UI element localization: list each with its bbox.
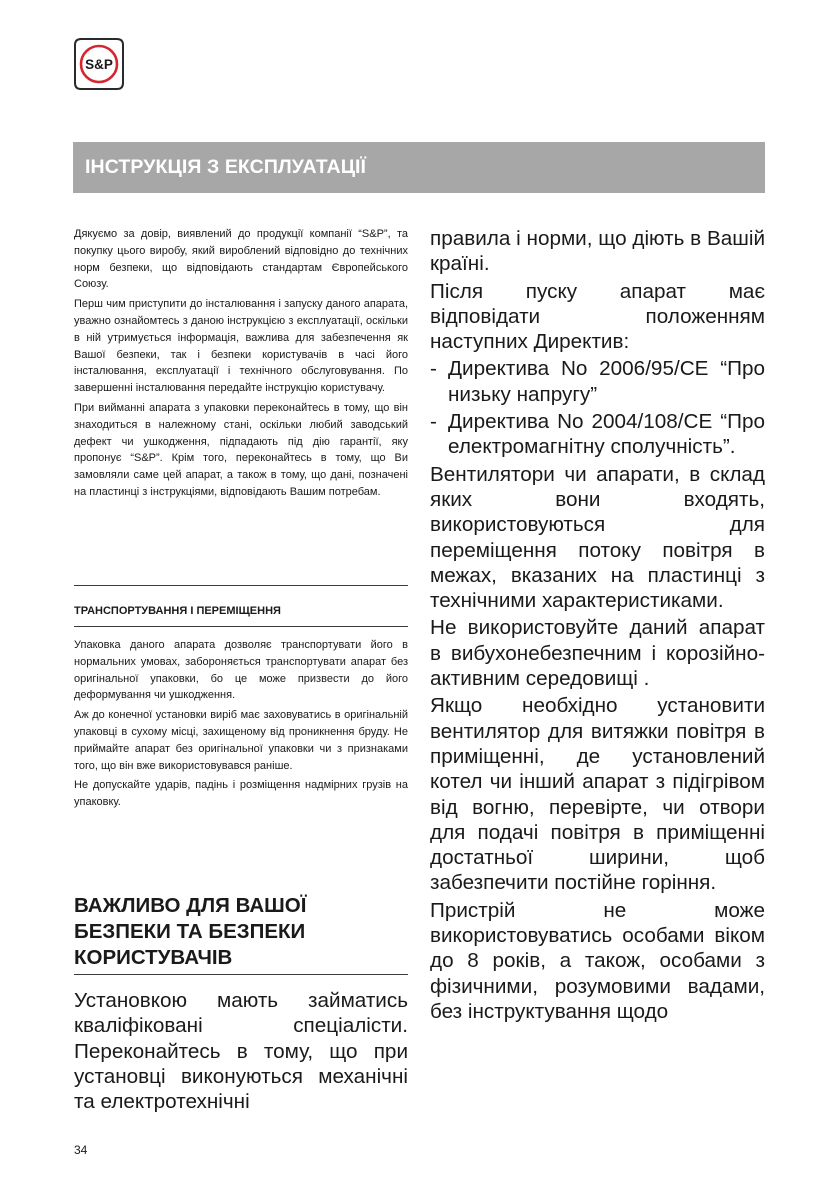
safety-heading (74, 893, 408, 971)
intro-paragraph-1: Дякуємо за довір, виявлений до продукції компанії “S&P”, та покупку цього виробу, який вироблений відповідно до технічних норм безпеки, що відповідають стандартам Європейського Союзу. (74, 228, 408, 291)
safety-heading-line: КОРИСТУВАЧІВ (74, 946, 233, 969)
intro-paragraph-2: Перш чим приступити до інсталювання і запуску даного апарата, уважно ознайомтесь з даною інструкцією з експлуатації, оскільки в ній утримується інформація, важлива для забезпечення як Вашої безпеки, так і безпеки користувачів в часі його інсталювання, експлуатації і технічного обслуговування. По завершенні інсталювання передайте інструкцію користувачу. (74, 298, 408, 395)
page-number: 34 (74, 1143, 88, 1157)
intro-section (74, 226, 408, 504)
list-item: - Директива No 2004/108/CE “Про електромагнітну сполучність”. (430, 410, 765, 459)
safety-left-text (74, 988, 408, 1116)
directive-item: Директива No 2006/95/CE “Про низьку напругу” (448, 357, 765, 406)
list-item: - Директива No 2006/95/CE “Про низьку напругу” (430, 357, 765, 406)
directives-intro: Після пуску апарат має відповідати положенням наступних Директив: (430, 279, 765, 354)
page-title-banner (73, 142, 765, 193)
intro-paragraph-3: При вийманні апарата з упаковки переконайтесь в тому, що він знаходиться в належному стані, оскільки любий заводський дефект чи ушкодження, підпадають під дію гарантії, яку пропонує “S&P”. Крім того, переконайтесь в тому, що Ви замовляли саме цей апарат, а також в тому, що дані, позначені на пластинці з інструкціями, відповідають Вашим потребам. (74, 401, 408, 498)
sp-logo (74, 38, 124, 90)
exhaust-warning: Якщо необхідно установити вентилятор для витяжки повітря в приміщенні, де установлений котел чи інший апарат з підігрівом від вогню, перевірте, чи отвори для подачі повітря в приміщенні достатньої ширини, щоб забезпечити постійне горіння. (430, 694, 765, 895)
environment-warning: Не використовуйте даний апарат в вибухонебезпечним і корозійно- активним середовищі . (430, 616, 765, 691)
transport-paragraph-2: Аж до конечної установки виріб має заховуватись в оригінальній упаковці в сухому місці, захищеному від проникнення бруду. Не приймайте апарат без оригінальної упаковки чи з признаками того, що він вже використовувався раніше. (74, 709, 408, 772)
safety-heading-line: БЕЗПЕКИ ТА БЕЗПЕКИ (74, 920, 306, 943)
rules-paragraph: правила і норми, що діють в Вашій країні. (430, 227, 765, 276)
usage-paragraph: Вентилятори чи апарати, в склад яких вони входять, використовуються для переміщення потоку повітря в межах, вказаних на пластинці з технічними характеристиками. (430, 462, 765, 613)
transport-heading: ТРАНСПОРТУВАННЯ І ПЕРЕМІЩЕННЯ (74, 605, 281, 617)
safety-heading-line: ВАЖЛИВО ДЛЯ ВАШОЇ (74, 894, 307, 917)
transport-section (74, 637, 408, 814)
page-title: ІНСТРУКЦІЯ З ЕКСПЛУАТАЦІЇ (85, 156, 367, 178)
right-column (430, 226, 765, 1026)
divider (74, 974, 408, 975)
directive-item: Директива No 2004/108/CE “Про електромагнітну сполучність”. (448, 410, 765, 459)
transport-paragraph-1: Упаковка даного апарата дозволяє транспортувати його в нормальних умовах, забороняється транспортувати апарат без оригінальної упаковки, бо це може призвести до його деформування чи ушкодження. (74, 639, 408, 702)
children-warning: Пристрій не може використовуватись особами віком до 8 років, а також, особами з фізичними, розумовими вадами, без інструктування щодо (430, 898, 765, 1023)
divider (74, 626, 408, 627)
transport-paragraph-3: Не допускайте ударів, падінь і розміщення надмірних грузів на упаковку. (74, 779, 408, 809)
logo-text: S&P (85, 57, 113, 72)
safety-paragraph: Установкою мають займатись кваліфіковані спеціалісти. Переконайтесь в тому, що при установці виконуються механічні та електротехнічні (74, 989, 408, 1114)
divider (74, 585, 408, 586)
